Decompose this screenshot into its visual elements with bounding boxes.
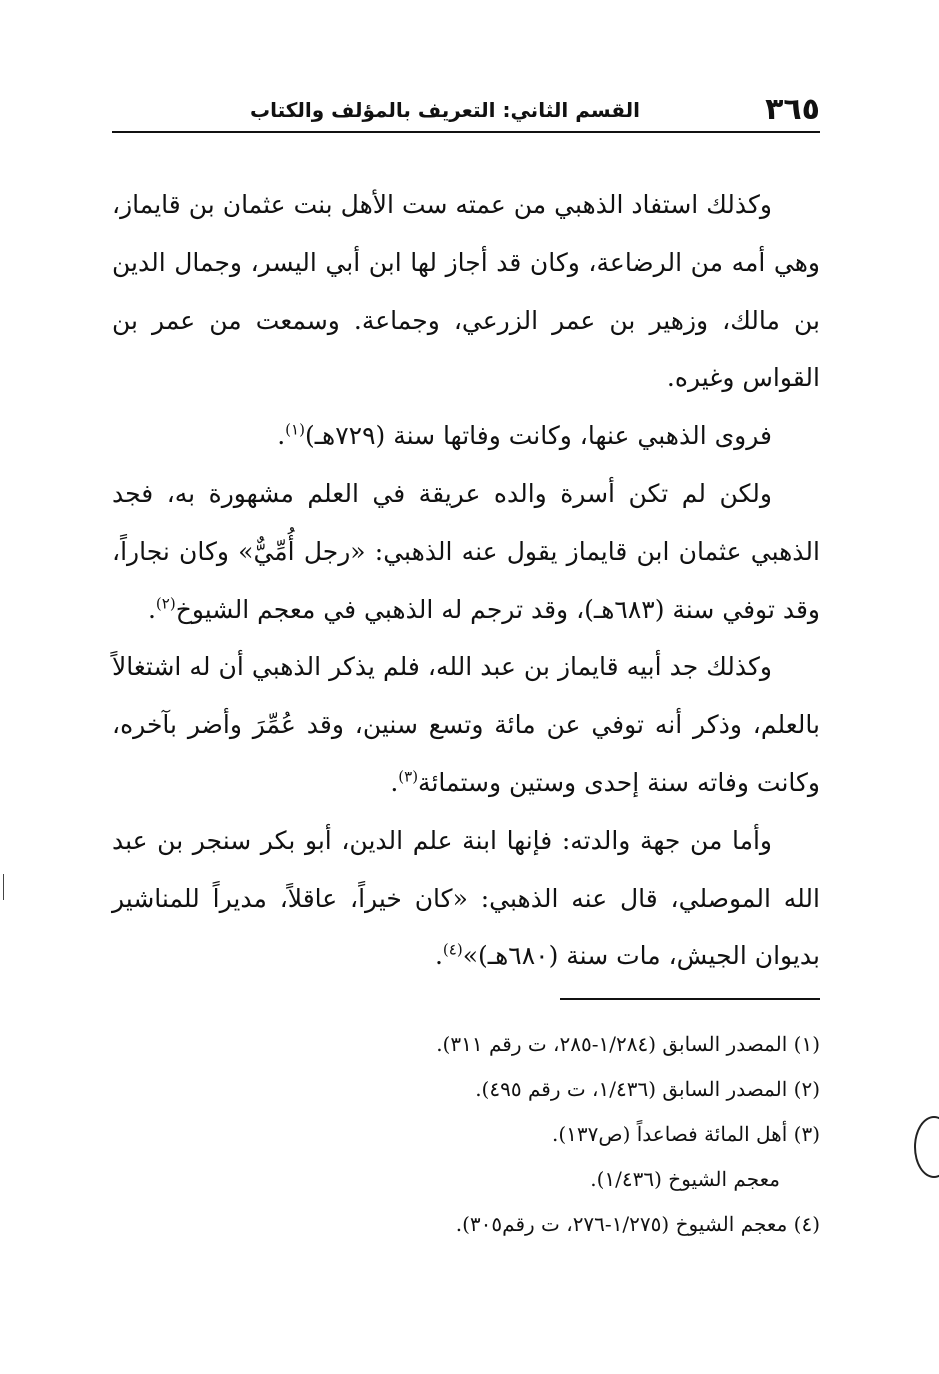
running-title: القسم الثاني: التعريف بالمؤلف والكتاب [249,98,640,122]
scan-left-mark [3,874,4,900]
paragraph-5-end: . [434,941,443,971]
paragraph-1: وكذلك استفاد الذهبي من عمته ست الأهل بنت عثمان بن قايماز، وهي أمه من الرضاعة، وكان قد أجاز لها ابن أبي اليسر، وجمال الدين بن مالك، وزهير بن عمر الزرعي، وجماعة. وسمعت من عمر بن القواس وغيره. [112,190,820,393]
paragraph-5 [112,812,820,985]
scan-edge-mark [914,1116,939,1178]
footnote-separator [560,998,820,1000]
footnote-1: (١) المصدر السابق (١/٢٨٤-٢٨٥، ت رقم ٣١١). [436,1032,820,1056]
paragraph-2-text: فروى الذهبي عنها، وكانت وفاتها سنة (٧٢٩هـ) [304,421,772,451]
footnote-ref-3[interactable]: (٣) [398,767,419,786]
footnote-4: (٤) معجم الشيوخ (١/٢٧٥-٢٧٦، ت رقم٣٠٥). [455,1212,820,1236]
paragraph-3-text: ولكن لم تكن أسرة والده عريقة في العلم مشهورة به، فجد الذهبي عثمان ابن قايماز يقول عنه الذهبي: «رجل أُمِّيٌّ» وكان نجاراً، وقد توفي سنة (٦٨٣هـ)، وقد ترجم له الذهبي في معجم الشيوخ [112,478,820,624]
page-header [112,90,820,130]
main-text [112,176,820,985]
paragraph-4 [112,638,820,811]
page-number: ٣٦٥ [765,92,820,127]
footnote-ref-4[interactable]: (٤) [442,941,463,960]
paragraph-4-end: . [390,767,399,797]
paragraph-3 [112,465,820,638]
paragraph-2-end: . [277,421,286,451]
header-rule [112,131,820,133]
paragraph-4-text: وكذلك جد أبيه قايماز بن عبد الله، فلم يذكر الذهبي أن له اشتغالاً بالعلم، وذكر أنه توفي عن مائة وتسع سنين، وقد عُمِّرَ وأضر بآخره، وكانت وفاته سنة إحدى وستين وستمائة [112,652,820,797]
footnote-3-continued: معجم الشيوخ (١/٤٣٦). [590,1167,780,1191]
footnote-ref-2[interactable]: (٢) [155,594,176,613]
paragraph-2 [112,407,820,465]
paragraph-5-text: وأما من جهة والدته: فإنها ابنة علم الدين، أبو بكر سنجر بن عبد الله الموصلي، قال عنه الذهبي: «كان خيراً، عاقلاً، مديراً للمناشير بديوان الجيش، مات سنة (٦٨٠هـ)» [112,825,820,971]
footnote-ref-1[interactable]: (١) [285,420,305,439]
footnotes [112,1022,820,1247]
footnote-2: (٢) المصدر السابق (١/٤٣٦، ت رقم ٤٩٥). [475,1077,820,1101]
paragraph-3-end: . [147,594,156,624]
footnote-3: (٣) أهل المائة فصاعداً (ص١٣٧). [551,1122,820,1146]
